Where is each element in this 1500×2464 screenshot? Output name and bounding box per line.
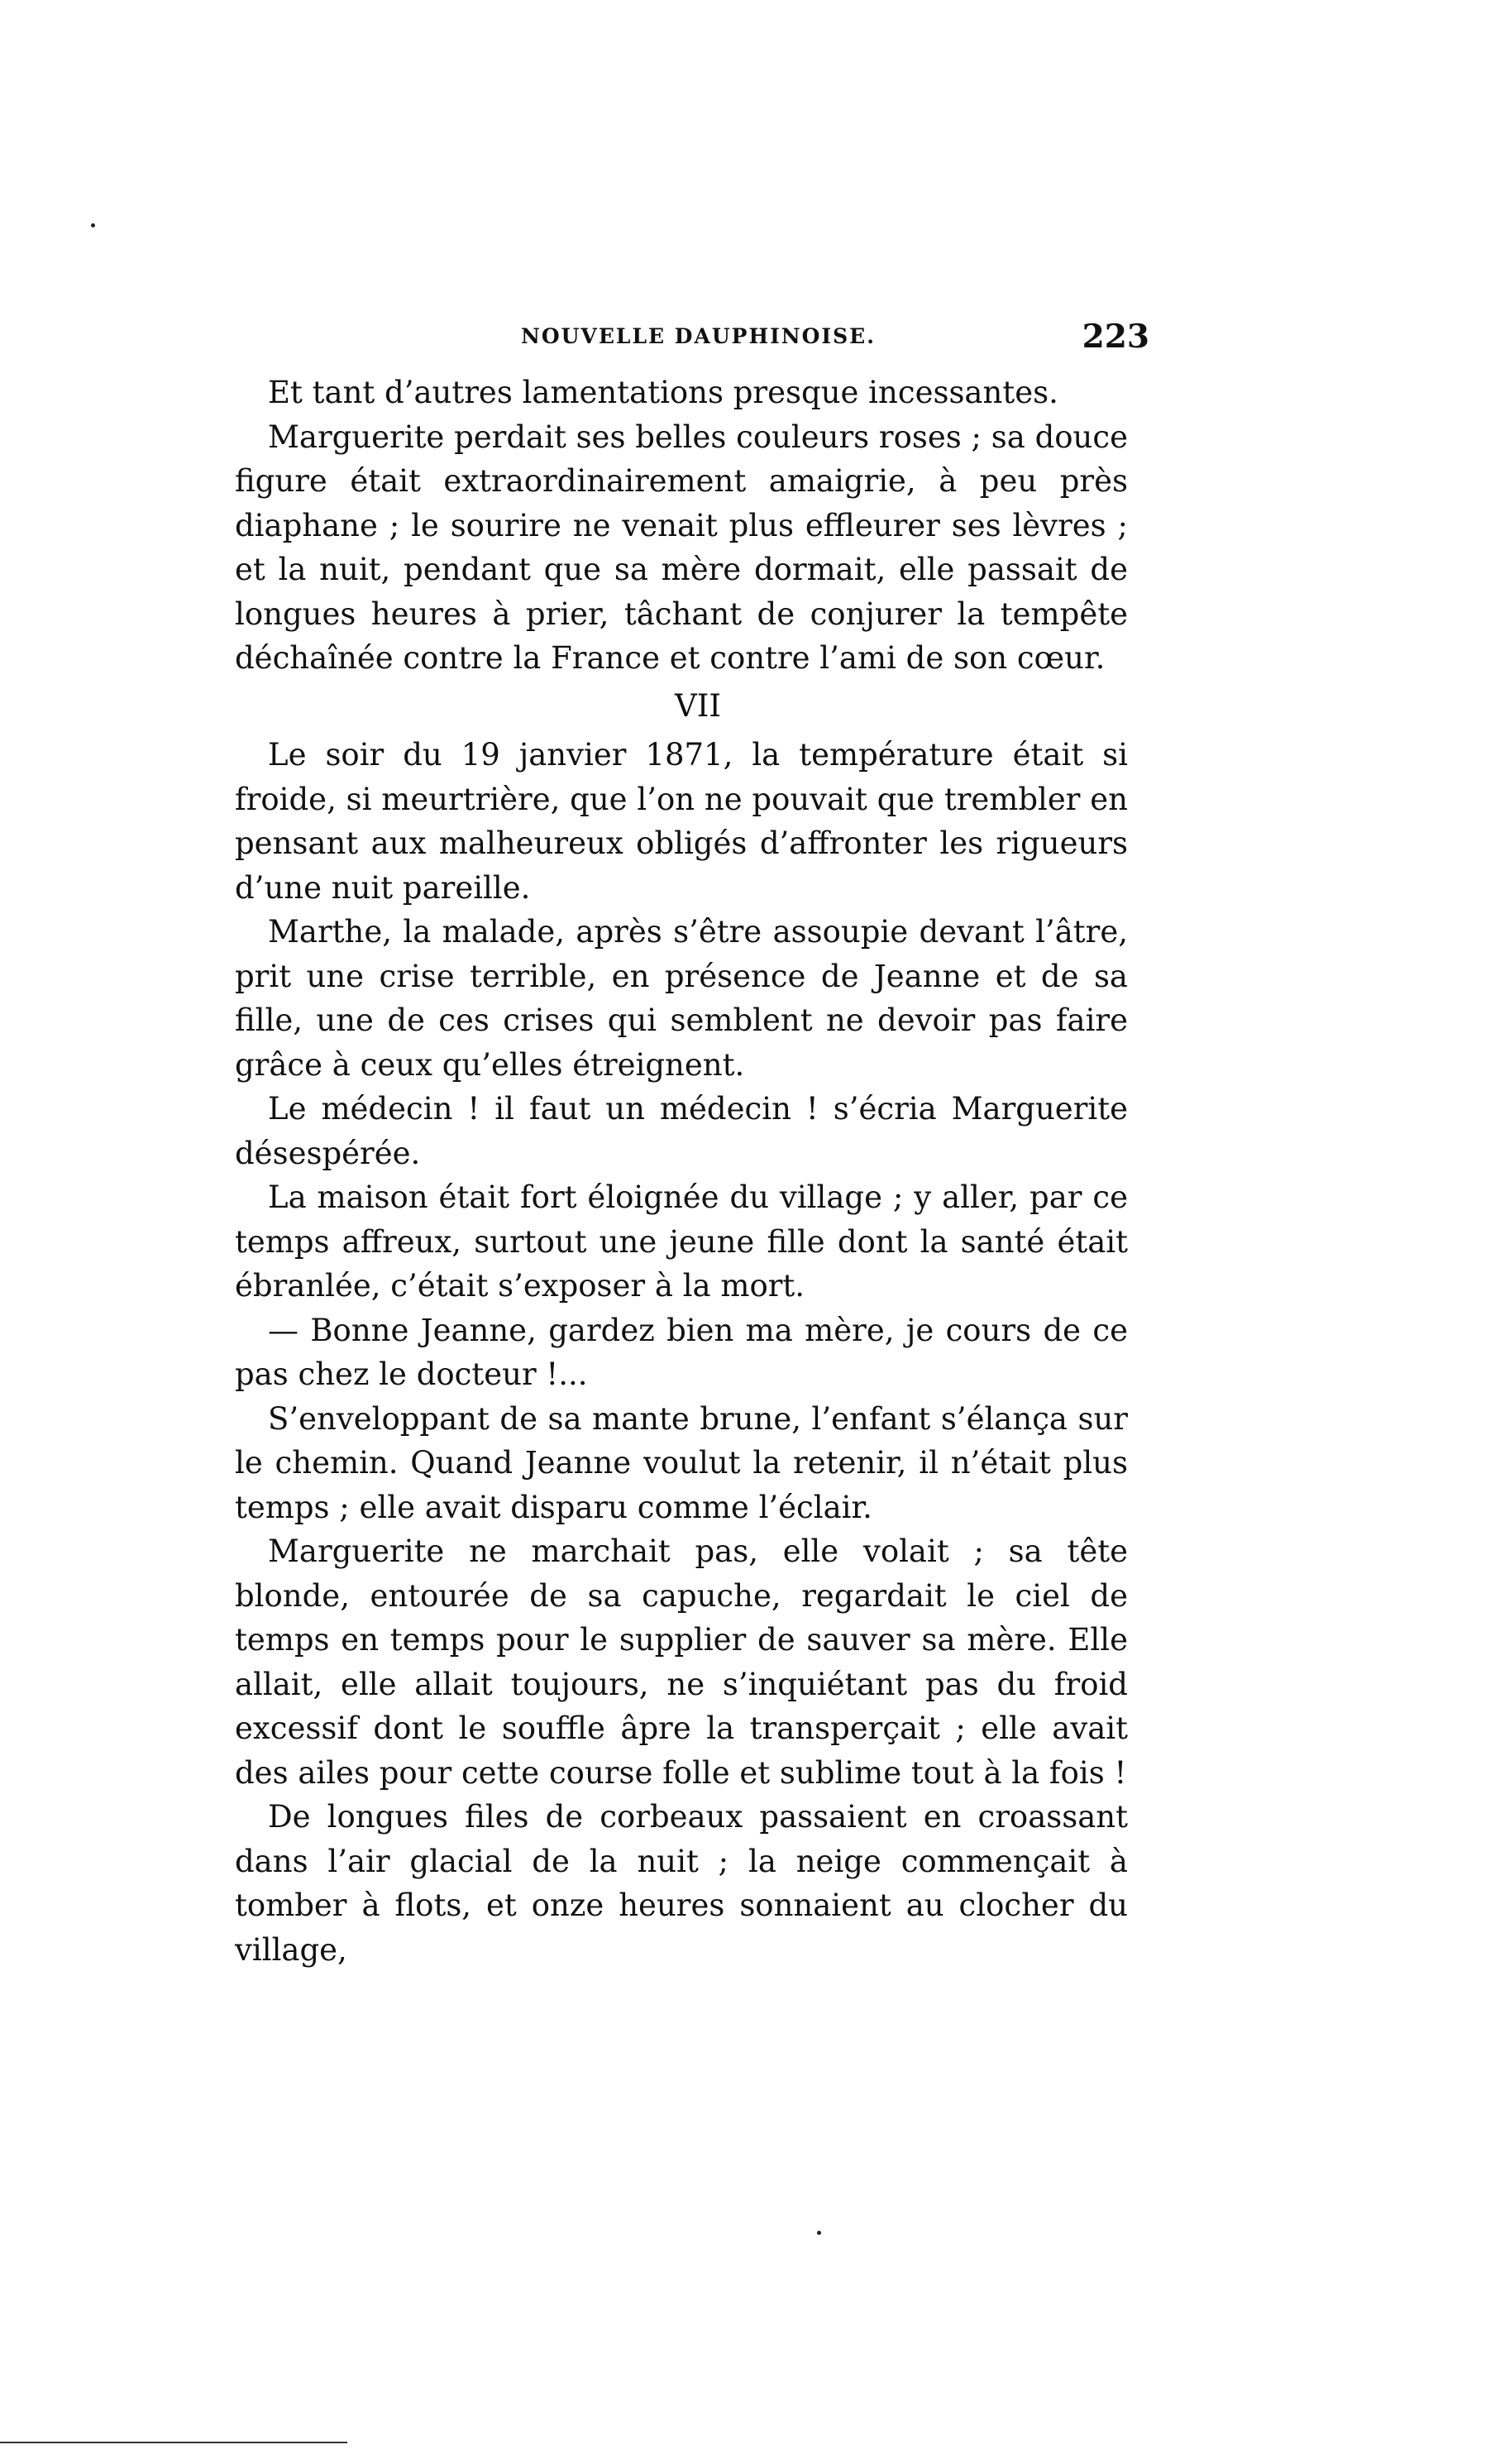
paragraph: Marthe, la malade, après s’être assoupie devant l’âtre, prit une crise terrible, en présence de Jeanne et de sa fille, une de ces crises qui semblent ne devoir pas faire grâce à ceux qu’elles étreignent. (235, 914, 1128, 1083)
body-text (235, 371, 1128, 1972)
paragraph: Le médecin ! il faut un médecin ! s’écria Marguerite désespérée. (235, 1091, 1128, 1171)
paragraph: Et tant d’autres lamentations presque incessantes. (268, 375, 1058, 410)
paragraph: Marguerite perdait ses belles couleurs roses ; sa douce figure était extraordinairement amaigrie, à peu près diaphane ; le sourire ne venait plus effleurer ses lèvres ; et la nuit, pendant que sa mère dormait, elle passait de longues heures à prier, tâchant de conjurer la tempête déchaînée contre la France et contre l’ami de son cœur. (235, 419, 1128, 676)
paragraph: La maison était fort éloignée du village ; y aller, par ce temps affreux, surtout une jeune fille dont la santé était ébranlée, c’était s’exposer à la mort. (235, 1179, 1128, 1304)
scan-speck (817, 2231, 821, 2235)
paragraph: De longues files de corbeaux passaient en croassant dans l’air glacial de la nuit ; la neige commençait à tomber à flots, et onze heures sonnaient au clocher du village, (235, 1799, 1128, 1968)
scan-edge-line (0, 2442, 347, 2443)
chapter-heading: VII (675, 687, 721, 724)
paragraph: — Bonne Jeanne, gardez bien ma mère, je cours de ce pas chez le docteur !... (235, 1312, 1128, 1392)
page-number: 223 (1082, 318, 1149, 356)
paragraph: S’enveloppant de sa mante brune, l’enfant s’élança sur le chemin. Quand Jeanne voulut la retenir, il n’était plus temps ; elle avait disparu comme l’éclair. (235, 1400, 1128, 1525)
scan-speck (91, 223, 95, 227)
page-header (240, 318, 1149, 367)
running-title: NOUVELLE DAUPHINOISE. (521, 324, 876, 348)
paragraph: Le soir du 19 janvier 1871, la température était si froide, si meurtrière, que l’on ne pouvait que trembler en pensant aux malheureux obligés d’affronter les rigueurs d’une nuit pareille. (235, 737, 1128, 906)
paragraph: Marguerite ne marchait pas, elle volait ; sa tête blonde, entourée de sa capuche, regardait le ciel de temps en temps pour le supplier de sauver sa mère. Elle allait, elle allait toujours, ne s’inquiétant pas du froid excessif dont le souffle âpre la transperçait ; elle avait des ailes pour cette course folle et sublime tout à la fois ! (235, 1533, 1128, 1791)
